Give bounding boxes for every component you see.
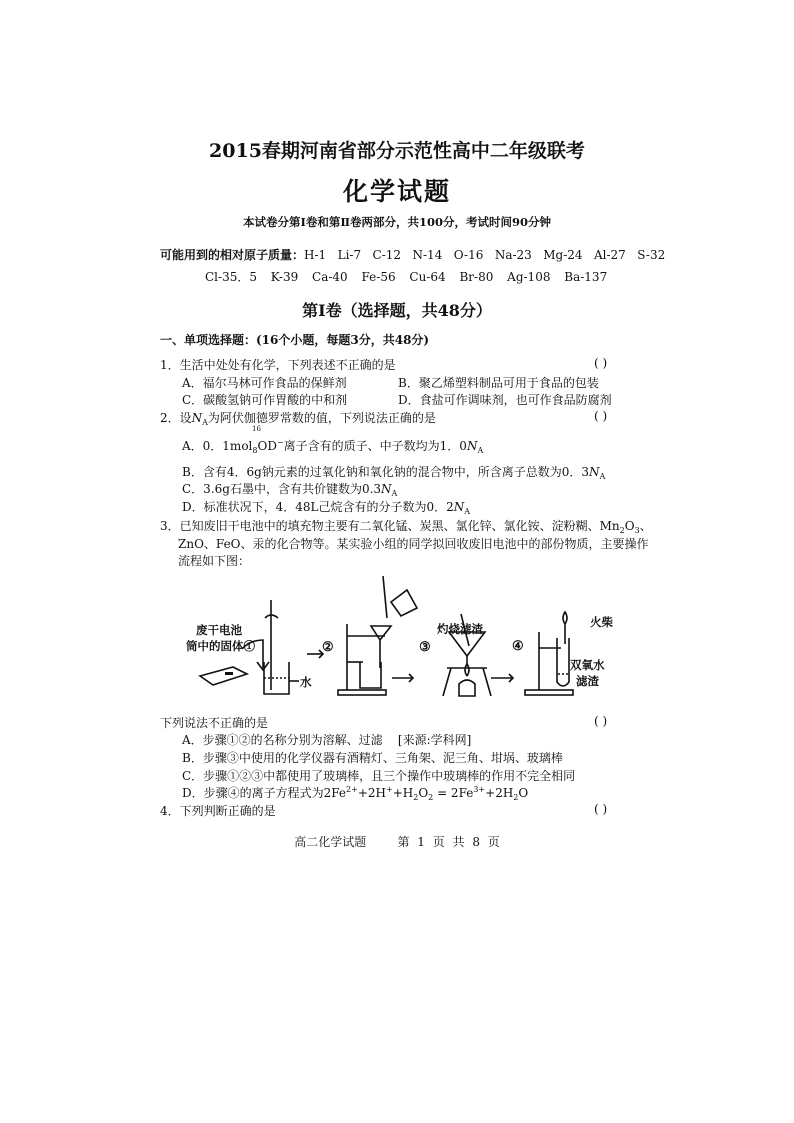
q1-stem: 1．生活中处处有化学，下列表述不正确的是 xyxy=(160,358,396,372)
glass-rod-2 xyxy=(383,576,387,618)
alcohol-lamp xyxy=(459,680,475,696)
battery-chip xyxy=(225,672,233,675)
q2-option-a: A．0．1mol$_8$OD−离子含有的质子、中子数均为1．$0N_A$ xyxy=(182,438,484,455)
page-footer: 高二化学试题 第 1 页 共 8 页 xyxy=(294,835,500,849)
subject-title: 化学试题 xyxy=(342,177,451,206)
q3-stem-line-1: 3．已知废旧干电池中的填充物主要有二氧化锰、炭黑、氯化锌、氯化铵、淀粉糊、$Mn_2O_3$、 xyxy=(160,519,652,535)
funnel-2 xyxy=(371,626,391,640)
atomic-mass-line-2: Cl-35．5 K-39 Ca-40 Fe-56 Cu-64 Br-80 Ag-108 Ba-137 xyxy=(205,270,608,284)
fig-label-h2o2: 双氧水 xyxy=(570,658,605,672)
q3-option-b: B．步骤③中使用的化学仪器有酒精灯、三角架、泥三角、坩埚、玻璃棒 xyxy=(182,751,563,765)
fig-label-residue: 滤渣 xyxy=(576,674,599,688)
part-heading: 一、单项选择题：(16个小题，每题3分，共48分) xyxy=(160,333,430,347)
atomic-mass-label: 可能用到的相对原子质量： xyxy=(160,248,305,262)
fig-label-1: 废干电池 xyxy=(196,623,242,637)
q3-ask: 下列说法不正确的是 xyxy=(160,716,269,730)
fig-step-4: ④ xyxy=(512,639,524,654)
q2-option-b: B．含有4．6g钠元素的过氧化钠和氧化钠的混合物中，所含离子总数为0．$3N_A$ xyxy=(182,465,606,481)
section-title: 第Ⅰ卷（选择题，共48分） xyxy=(302,301,492,320)
q3-option-d: D．步骤④的离子方程式为$2Fe^{2+}+2H^++H_2O_2 = 2Fe^{3+}+2H_2O$ xyxy=(182,785,529,802)
battery-paper xyxy=(200,667,247,685)
pouring-beaker xyxy=(391,590,417,616)
atomic-mass-line-1 xyxy=(160,246,665,263)
q2-answer-paren: ( ) xyxy=(594,409,608,423)
test-tube xyxy=(557,638,569,686)
stand-base-4 xyxy=(525,690,573,695)
q2-option-c: C．3.6g石墨中，含有共价键数为$0.3N_A$ xyxy=(182,482,398,498)
fig-label-2: 筒中的固体① xyxy=(186,639,255,653)
beaker-2 xyxy=(360,662,381,688)
q4-answer-paren: ( ) xyxy=(594,802,608,816)
exam-note: 本试卷分第Ⅰ卷和第Ⅱ卷两部分，共100分，考试时间90分钟 xyxy=(242,215,552,229)
q3-stem-line-2: ZnO、FeO、汞的化合物等。某实验小组的同学拟回收废旧电池中的部份物质，主要操作 xyxy=(178,537,649,551)
q3-option-a: A．步骤①②的名称分别为溶解、过滤 [来源:学科网] xyxy=(182,733,472,747)
fig-label-water: 水 xyxy=(300,675,312,689)
q2-mass-number: 16 xyxy=(252,425,261,433)
fig-step-2: ② xyxy=(322,640,334,655)
q1-option-c: C．碳酸氢钠可作胃酸的中和剂 xyxy=(182,393,348,407)
q3-answer-paren: ( ) xyxy=(594,714,608,728)
q1-answer-paren: ( ) xyxy=(594,356,608,370)
q1-option-b: B．聚乙烯塑料制品可用于食品的包装 xyxy=(398,376,599,390)
atomic-mass-values-1: H-1 Li-7 C-12 N-14 O-16 Na-23 Mg-24 Al-27 S-32 xyxy=(304,248,666,262)
stand-base-2 xyxy=(338,690,386,695)
fig-step-3: ③ xyxy=(419,640,431,655)
fig-label-burn: 灼烧滤渣 xyxy=(437,622,483,636)
q1-option-d: D．食盐可作调味剂，也可作食品防腐剂 xyxy=(398,393,612,407)
q1-option-a: A．福尔马林可作食品的保鲜剂 xyxy=(182,376,347,390)
exam-title: 2015春期河南省部分示范性高中二年级联考 xyxy=(209,140,585,162)
q3-option-c: C．步骤①②③中都使用了玻璃棒，且三个操作中玻璃棒的作用不完全相同 xyxy=(182,769,576,783)
match-flame xyxy=(563,612,567,624)
q4-stem: 4．下列判断正确的是 xyxy=(160,804,276,818)
q2-option-d: D．标准状况下，4．48L己烷含有的分子数为0．$2N_A$ xyxy=(182,500,471,516)
q2-stem: 2．设$N_A$为阿伏伽德罗常数的值，下列说法正确的是 xyxy=(160,411,436,427)
fig-label-match: 火柴 xyxy=(590,615,613,629)
q3-stem-line-3: 流程如下图： xyxy=(178,554,251,568)
